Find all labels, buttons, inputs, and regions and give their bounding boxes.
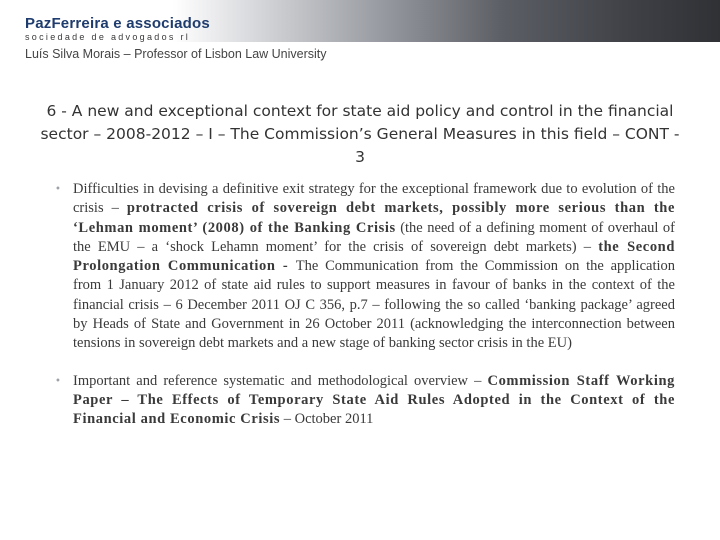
text-segment: (the need of a defining moment of overhaul of the EMU – a ‘shock Lehamn moment’ for the crisis of sovereign debt markets) –: [73, 219, 675, 255]
author-line: Luís Silva Morais – Professor of Lisbon Law University: [25, 47, 327, 61]
bullet-text: [73, 372, 675, 430]
text-segment: The Communication from the Commission on the application from 1 January 2012 of state aid rules to support measures in favour of banks in the context of the financial crisis – 6 December 2011 OJ C 356, p.7 – following the so called ‘banking package’ agreed by Heads of State and Government in 26 October 2011 (acknowledging the interconnection between tensions in sovereign debt markets and a new stage of banking sector crisis in the EU): [73, 258, 676, 352]
bullet-item: [55, 372, 675, 430]
text-segment: Difficulties in devising a definitive exit strategy for the exceptional framework due to evolution of the crisis –: [73, 181, 675, 217]
firm-logo: [25, 16, 245, 42]
emphasis-segment: the Second Prolongation Communication -: [73, 238, 675, 275]
emphasis-segment: Commission Staff Working Paper – The Effects of Temporary State Aid Rules Adopted in the Context of the Financial and Economic Crisis: [73, 372, 675, 428]
logo-subtitle: sociedade de advogados rl: [25, 32, 191, 42]
logo-name: PazFerreira e associados: [25, 15, 210, 32]
emphasis-segment: protracted crisis of sovereign debt markets, possibly more serious than the ‘Lehman moment’ (2008) of the Banking Crisis: [73, 200, 676, 236]
text-segment: Important and reference systematic and methodological overview –: [73, 372, 488, 389]
bullet-dot-icon: •: [55, 184, 61, 195]
slide-title: 6 - A new and exceptional context for state aid policy and control in the financial sector – 2008-2012 – I – The Commission’s General Measures in this field – CONT - 3: [40, 102, 680, 166]
bullet-dot-icon: •: [55, 375, 61, 387]
bullet-list: [55, 180, 675, 448]
bullet-item: [55, 180, 675, 354]
text-segment: – October 2011: [280, 411, 374, 428]
bullet-text: [73, 180, 675, 354]
